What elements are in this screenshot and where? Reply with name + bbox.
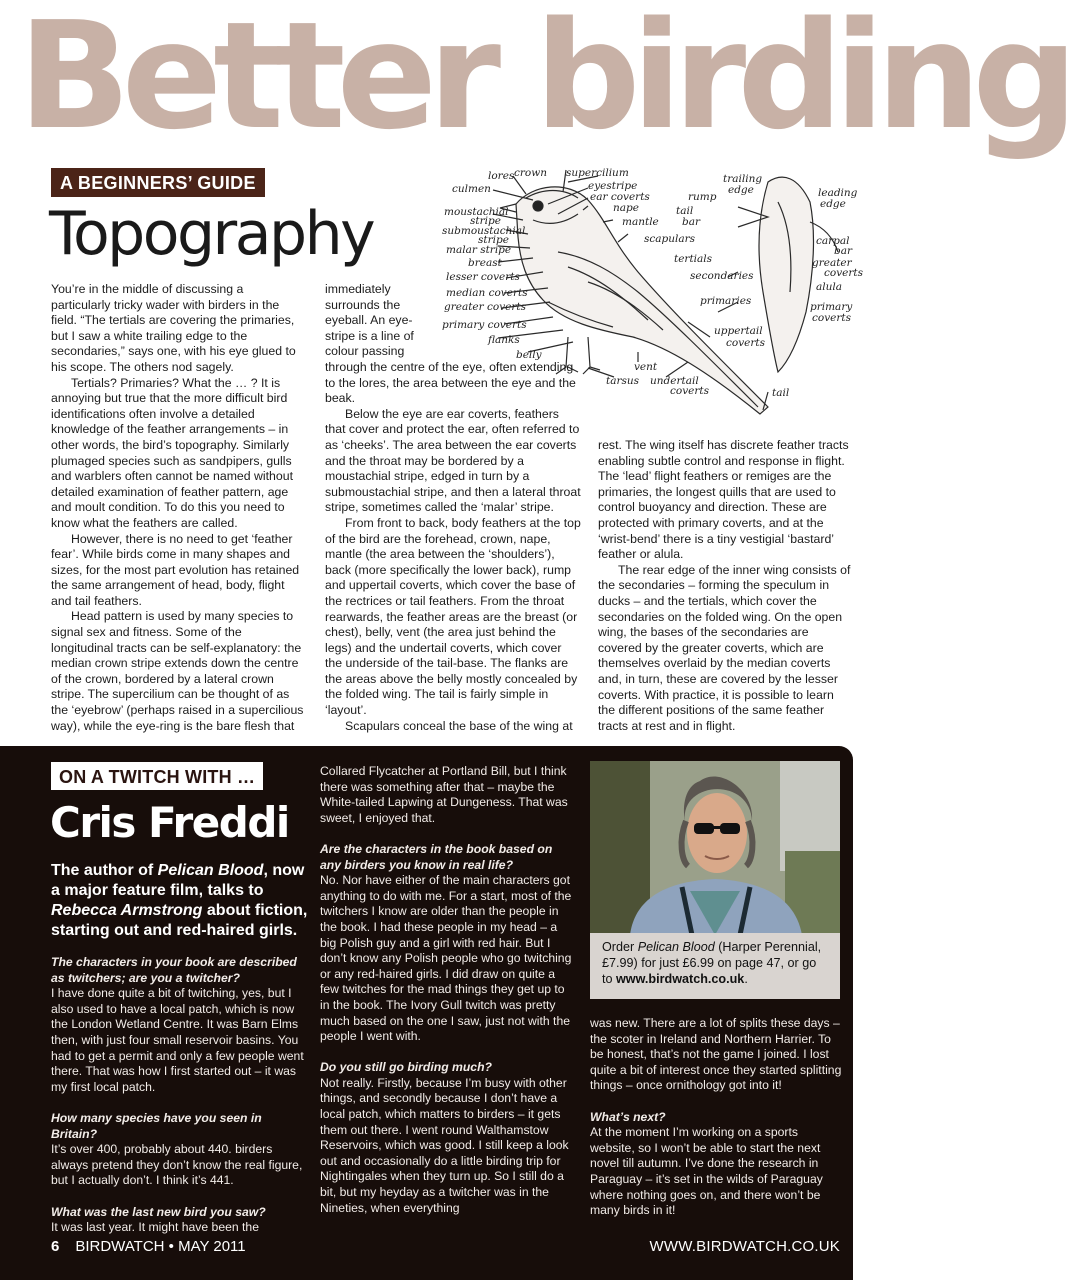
label-stripe: stripe	[470, 215, 501, 227]
masthead-title: Better birding	[18, 0, 1069, 162]
paragraph: rest. The wing itself has discrete feather tracts enabling subtle control and response in flight. The ‘lead’ flight feathers or remiges are the primaries, the longest quills that are used to control buoyancy and direction. These are protected with primary coverts, and at the ‘wrist-bend’ there is a tiny vestigial ‘bastard’ feather or alula.	[598, 438, 849, 562]
interview-answer: At the moment I’m working on a sports website, so I won’t be able to start the next novel till autumn. I’ve done the research in Paraguay – it’s set in the wilds of Paraguay where nothing goes on, and there won’t be many birds in it!	[590, 1125, 823, 1218]
label-tail-end: tail	[772, 387, 790, 399]
label-rump: rump	[688, 191, 717, 203]
label-vent: vent	[634, 361, 658, 373]
label-alula: alula	[816, 281, 842, 293]
caption-link[interactable]: www.birdwatch.co.uk	[616, 972, 745, 986]
label-ear-coverts: ear coverts	[590, 191, 650, 203]
interview-standfirst	[51, 861, 313, 941]
label-undertail-coverts: coverts	[670, 385, 709, 397]
interview-question: What was the last new bird you saw?	[51, 1204, 266, 1219]
label-uppertail-coverts: coverts	[726, 337, 765, 349]
article-column-2	[325, 360, 581, 734]
book-title: Pelican Blood	[157, 862, 264, 879]
interview-question: Do you still go birding much?	[320, 1060, 492, 1075]
paragraph: through the centre of the eye, often extending to the lores, the area between the eye and the beak.	[325, 360, 576, 406]
caption-text: Order	[602, 940, 638, 954]
label-crown: crown	[514, 167, 547, 179]
interview-column-3	[590, 1016, 846, 1219]
article-column-2-top	[325, 282, 425, 360]
issue-label: BIRDWATCH • MAY 2011	[75, 1238, 246, 1255]
interview-column-2	[320, 764, 576, 1216]
label-greater: greater	[812, 257, 852, 269]
label-tarsus: tarsus	[606, 375, 640, 387]
label-primary-coverts: primary coverts	[442, 319, 527, 331]
interviewee-photo	[590, 761, 840, 935]
section-kicker: A BEGINNERS’ GUIDE	[51, 168, 265, 197]
label-eyestripe: eyestripe	[588, 180, 638, 192]
standfirst-text: about fiction, starting out and red-haired girls.	[51, 902, 308, 939]
label-culmen: culmen	[452, 183, 491, 195]
caption-text: (Harper Perennial, £7.99) for just £6.99 on page 47, or go to	[602, 940, 822, 986]
interview-answer: It was last year. It might have been the	[51, 1220, 259, 1235]
interview-question: Are the characters in the book based on any birders you know in real life?	[320, 841, 553, 872]
flying-bird-outline	[759, 177, 813, 372]
caption-book-title: Pelican Blood	[637, 940, 715, 954]
label-lores: lores	[488, 170, 515, 182]
interviewee-name: Cris Freddi	[50, 798, 289, 847]
interview-question: The characters in your book are described as twitchers; are you a twitcher?	[51, 955, 297, 985]
paragraph: immediately surrounds the eyeball. An eye-stripe is a line of colour passing	[325, 282, 414, 359]
label-trailing-edge: edge	[728, 184, 754, 196]
interview-answer: was new. There are a lot of splits these days – the scoter in Ireland and Northern Harrier. To be honest, that’s not the game I joined. I lost quite a bit of interest once they started splitting things – once ornithology got into it!	[590, 1016, 842, 1093]
author-name: Rebecca Armstrong	[51, 902, 203, 919]
paragraph: From front to back, body feathers at the top of the bird are the forehead, crown, nape, mantle (the area between the ‘shoulders’), back (more specifically the lower back), rump and uppertail coverts, which cover the base of the rectrices or tail feathers. From the throat rearwards, the feather areas are the breast (or chest), belly, vent (the area just behind the legs) and the undertail coverts, which cover the underside of the tail-base. The flanks are the areas above the belly mostly concealed by the folded wing. The tail is fairly simple in ‘layout’.	[325, 515, 581, 718]
label-belly: belly	[516, 349, 542, 361]
interview-answer: I have done quite a bit of twitching, yes, but I also used to have a local patch, which is now the London Wetland Centre. It was Barn Elms then, with just four small reservoir basins. You had to get a permit and only a few people went there. That was how I first started out – it was my first local patch.	[51, 986, 304, 1094]
label-submoustachial: submoustachial	[442, 225, 526, 237]
label-carpal-bar: bar	[834, 245, 853, 257]
standfirst-text: , now a major feature film, talks to	[51, 862, 305, 899]
portrait-illustration	[590, 761, 840, 935]
article-column-1	[51, 282, 305, 734]
label-lesser-coverts: lesser coverts	[446, 271, 520, 283]
paragraph: Tertials? Primaries? What the … ? It is annoying but true that the more difficult bird identifications often involve a detailed knowledge of the feather arrangements – in other words, the bird’s topography. Similarly plumaged species such as sandpipers, gulls and warblers often cannot be named without detailed examination of feather pattern, age and moult condition. To do this you need to know what the feathers are called.	[51, 375, 293, 530]
footer-left	[51, 1238, 246, 1255]
interview-column-1	[51, 955, 309, 1236]
photo-caption	[590, 933, 840, 999]
label-breast: breast	[468, 257, 502, 269]
label-primaries: primaries	[700, 295, 752, 307]
paragraph: The rear edge of the inner wing consists of the secondaries – forming the speculum in ducks – and the tertials, which cover the secondaries on the folded wing. On the open wing, the bases of the secondaries are covered by the greater coverts, which are themselves overlaid by the median coverts and, in turn, these are covered by the lesser coverts. With practice, it is possible to learn the different positions of the same feather tracts at rest and in flight.	[598, 562, 851, 733]
interview-kicker: ON A TWITCH WITH …	[51, 762, 263, 790]
label-nape: nape	[613, 202, 639, 214]
paragraph: You’re in the middle of discussing a particularly tricky wader with birders in the field. “The tertials are covering the primaries, but I saw a white trailing edge to the secondaries,” says one, with his eye glued to his scope. The others nod sagely.	[51, 282, 296, 374]
label-uppertail: uppertail	[714, 325, 763, 337]
label-malar-stripe: malar stripe	[446, 244, 512, 256]
footer-url[interactable]: WWW.BIRDWATCH.CO.UK	[649, 1238, 840, 1255]
label-undertail: undertail	[650, 375, 699, 387]
label-greater-coverts: greater coverts	[444, 301, 526, 313]
label-scapulars: scapulars	[644, 233, 696, 245]
label-supercilium: supercilium	[566, 167, 629, 179]
label-greater-coverts-2: coverts	[824, 267, 863, 279]
label-tertials: tertials	[674, 253, 713, 265]
paragraph: Head pattern is used by many species to signal sex and fitness. Some of the longitudinal tracts can be self-explanatory: the median crown stripe extends down the centre of the crown, bordered by a lateral crown stripe. The supercilium can be thought of as the ‘eyebrow’ (perhaps raised in a supercilious way), while the eye-ring is the bare flesh that	[51, 609, 304, 733]
article-headline: Topography	[49, 199, 374, 269]
label-primary: primary	[810, 301, 853, 313]
label-leading: leading	[818, 187, 858, 199]
paragraph: Scapulars conceal the base of the wing at	[345, 718, 573, 733]
label-carpal: carpal	[816, 235, 850, 247]
article-column-3	[598, 438, 854, 734]
label-secondaries: secondaries	[690, 270, 754, 282]
standfirst-text: The author of	[51, 862, 158, 879]
label-trailing: trailing	[723, 173, 763, 185]
interview-answer: Not really. Firstly, because I’m busy with other things, and secondly because I don’t have a local patch, which matters to birders – it gets them out there. I went round Walthamstow Reservoirs, which was good. I still keep a look out and occasionally do a little birding trip for Nightingales when they turn up. So I still do a bit, but my heyday as a twitcher was in the Nineties, when everything	[320, 1075, 569, 1215]
page-number: 6	[51, 1238, 60, 1255]
label-stripe-2: stripe	[478, 234, 509, 246]
interview-answer: No. Nor have either of the main characters got anything to do with me. For a start, most of the twitchers I know are older than the people in the book. I had these people in my head – a big Polish guy and a girl with red hair. But I don’t know any Polish people who go twitching or any red-haired girls. I did draw on quite a few twitches for the mad things they get up to in the book. The Ivory Gull twitch was pretty much based on the one I saw, just not with the people I went with.	[320, 873, 572, 1044]
label-median-coverts: median coverts	[446, 287, 528, 299]
interview-question: How many species have you seen in Britain?	[51, 1110, 262, 1141]
interview-answer: It’s over 400, probably about 440. birders always pretend they don’t know the real figure, but I actually don’t. I think it’s 441.	[51, 1142, 303, 1188]
label-bar: bar	[682, 216, 701, 228]
caption-text: .	[744, 972, 748, 986]
label-flanks: flanks	[488, 334, 520, 346]
interview-answer: Collared Flycatcher at Portland Bill, but I think there was something after that – maybe the White-tailed Lapwing at Dungeness. That was sweet, I enjoyed that.	[320, 764, 568, 825]
interview-question: What’s next?	[590, 1109, 666, 1124]
label-moustachial: moustachial	[444, 206, 509, 218]
paragraph: Below the eye are ear coverts, feathers that cover and protect the ear, often referred to as ‘cheeks’. The area between the ear coverts and the throat may be bordered by a moustachial stripe, edged in turn by a submoustachial stripe, and then a lateral throat stripe, sometimes called the ‘malar’ stripe.	[325, 406, 581, 515]
label-mantle: mantle	[622, 216, 659, 228]
label-tail: tail	[676, 205, 694, 217]
label-leading-edge: edge	[820, 198, 846, 210]
paragraph: However, there is no need to get ‘feather fear’. While birds come in many shapes and sizes, for the most part evolution has retained the same arrangement of head, body, flight and tail feathers.	[51, 531, 300, 608]
label-primary-coverts-2: coverts	[812, 312, 851, 324]
